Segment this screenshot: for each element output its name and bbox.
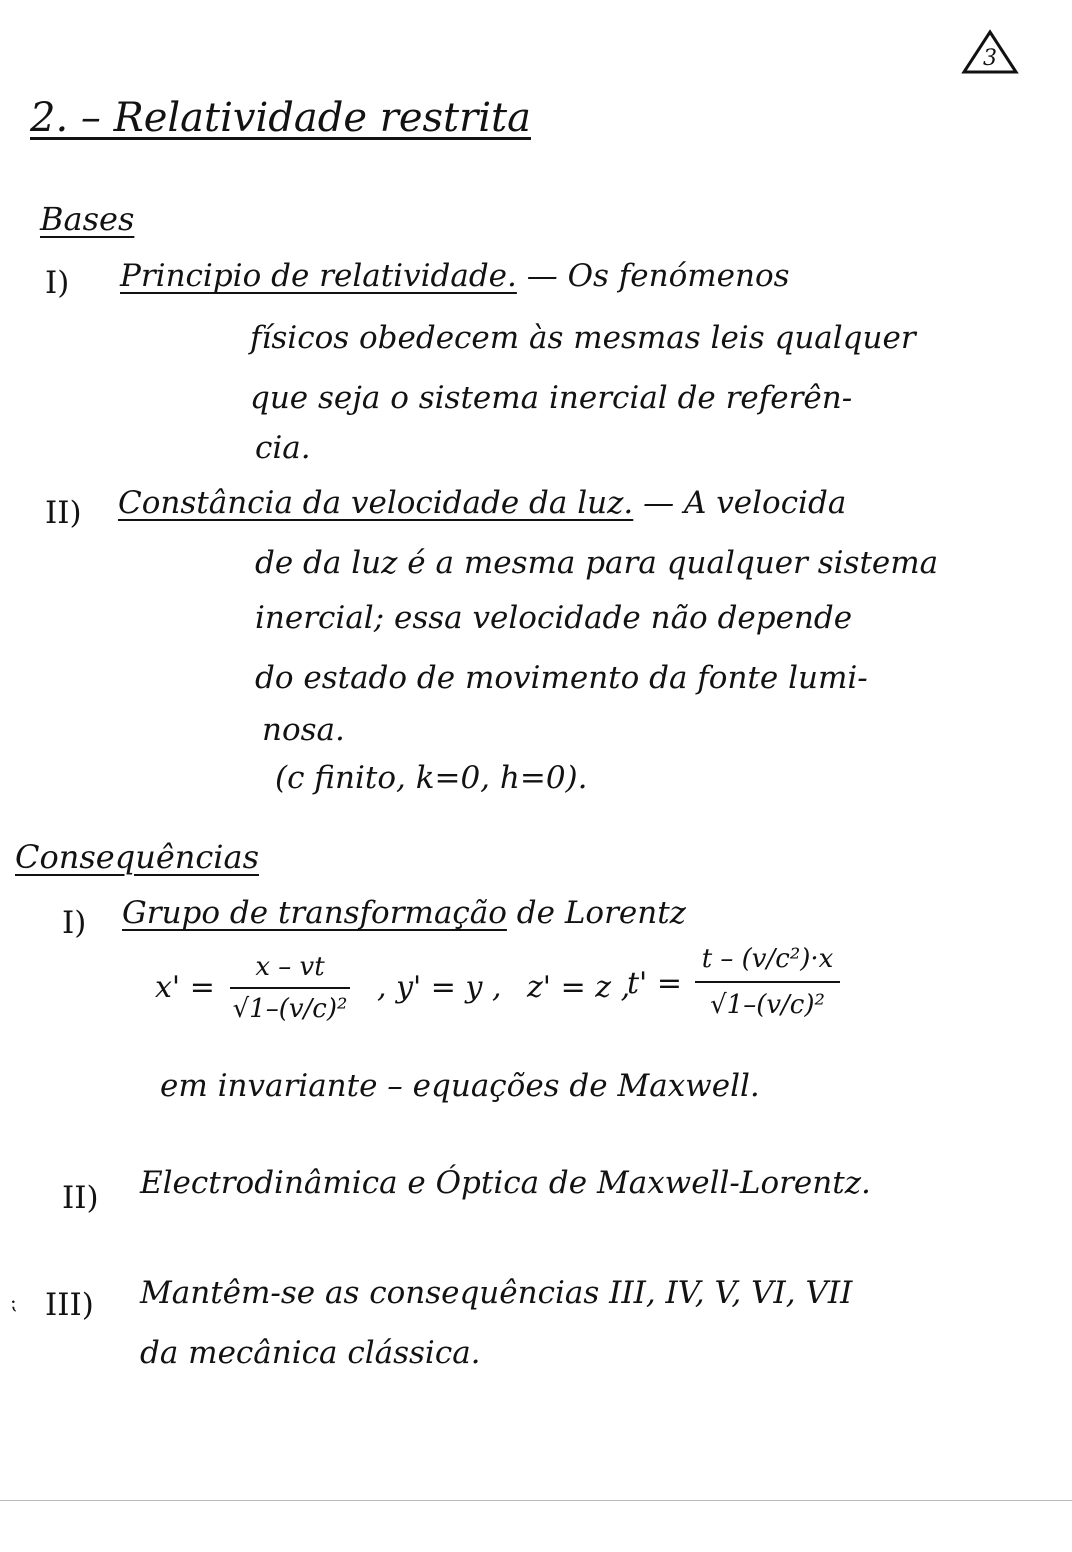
page-number: 3 <box>983 46 997 71</box>
principle-relativity-label: Principio de relatividade. <box>120 258 517 294</box>
dash: — <box>643 485 675 521</box>
consequences-heading: Consequências <box>15 838 260 876</box>
margin-mark: ⁏ <box>10 1290 17 1314</box>
bases-item-2-numeral: II) <box>45 495 82 531</box>
bases-heading: Bases <box>40 200 135 238</box>
bases-item-2-name <box>118 485 846 521</box>
lorentz-tail: de Lorentz <box>516 895 687 931</box>
consequences-item-1 <box>122 895 686 931</box>
t-prime-label: t' = <box>627 966 682 1001</box>
z-equation: z' = z , <box>527 970 631 1005</box>
consequences-item-3-line-2: da mecânica clássica. <box>140 1335 481 1371</box>
y-equation: , y' = y , <box>377 970 502 1005</box>
consequences-item-1-numeral: I) <box>62 905 87 941</box>
lorentz-group-label: Grupo de transformação <box>122 895 507 931</box>
bases-item-2-line-4: do estado de movimento da fonte lumi- <box>255 660 868 696</box>
section-title <box>30 95 531 141</box>
t-numerator: t – (v/c²)·x <box>701 944 834 974</box>
t-denominator: √1–(v/c)² <box>710 990 825 1020</box>
x-numerator: x – vt <box>255 952 325 982</box>
bases-item-1-line-3: que seja o sistema inercial de referên- <box>250 380 853 416</box>
consequences-item-3-line-1: Mantêm-se as consequências III, IV, V, VI, VII <box>140 1275 853 1311</box>
lorentz-formula <box>155 930 875 1040</box>
page-number-badge <box>960 28 1020 76</box>
x-denominator: √1–(v/c)² <box>232 994 348 1024</box>
bases-item-2-line-5: nosa. <box>262 712 345 748</box>
bases-item-1-name <box>120 258 790 294</box>
bases-item-2-line-2: de da luz é a mesma para qualquer sistema <box>255 545 939 581</box>
x-prime-label: x' = <box>155 970 215 1005</box>
bases-item-1-line-4: cia. <box>255 430 311 466</box>
bases-item-2-line-3: inercial; essa velocidade não depende <box>255 600 853 636</box>
consequences-item-2-numeral: II) <box>62 1180 99 1216</box>
bases-item-2-line-6: (c finito, k=0, h=0). <box>275 760 588 796</box>
bases-item-1-line-2: físicos obedecem às mesmas leis qualquer <box>250 320 916 356</box>
consequences-item-2-text: Electrodinâmica e Óptica de Maxwell-Lorentz. <box>140 1165 871 1201</box>
constancy-light-speed-label: Constância da velocidade da luz. <box>118 485 634 521</box>
invariant-line: em invariante – equações de Maxwell. <box>160 1068 760 1104</box>
bases-item-2-line-1: A velocida <box>684 485 847 521</box>
bases-item-1-line-1: Os fenómenos <box>567 258 790 294</box>
scan-edge <box>0 1500 1072 1501</box>
bases-item-1-numeral: I) <box>45 265 70 301</box>
consequences-item-3-numeral: III) <box>45 1287 94 1323</box>
dash: — <box>526 258 558 294</box>
section-title-text: 2. – Relatividade restrita <box>30 95 531 141</box>
